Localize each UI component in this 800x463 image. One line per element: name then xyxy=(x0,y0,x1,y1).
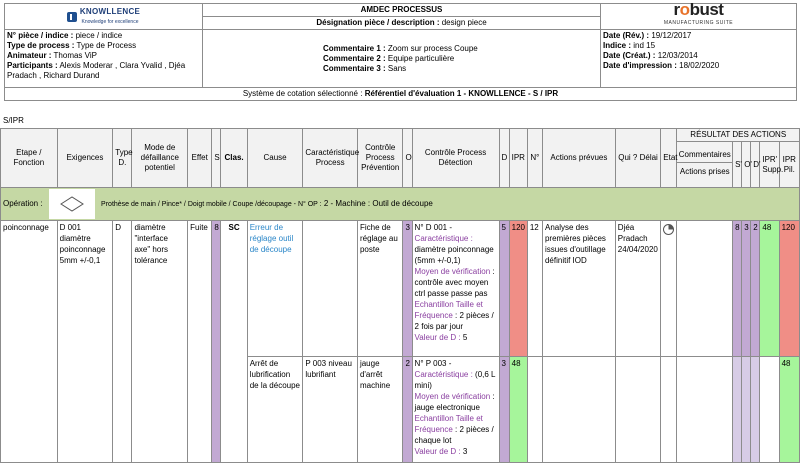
col-commentaires: Commentaires xyxy=(677,148,732,163)
col-actions-prevues: Actions prévues xyxy=(542,129,615,188)
piece-label: N° pièce / indice : xyxy=(7,31,74,40)
indice-value: ind 15 xyxy=(633,41,656,50)
header-table xyxy=(4,0,797,101)
detection-moyen-value: : jauge electronique xyxy=(414,392,495,412)
amdec-grid xyxy=(0,128,800,463)
effet-cell: Fuite xyxy=(188,221,212,463)
col-ipr: IPR xyxy=(509,129,527,188)
commentaire1-value: Zoom sur process Coupe xyxy=(387,43,478,53)
detection-score-cell: 3 xyxy=(499,357,509,463)
operation-cell xyxy=(1,188,800,221)
date-rev-label: Date (Rév.) : xyxy=(603,31,650,40)
exigences-cell: D 001 diamètre poinconnage 5mm +/-0,1 xyxy=(57,221,113,463)
commentaires-cell xyxy=(677,357,733,463)
prevention-cell: Fiche de réglage au poste xyxy=(357,221,403,357)
date-impression-value: 18/02/2020 xyxy=(679,61,720,70)
etat-cell xyxy=(661,357,677,463)
date-rev-value: 19/12/2017 xyxy=(651,31,692,40)
animateur-value: Thomas ViP xyxy=(53,51,97,60)
action-number-cell xyxy=(527,357,542,463)
cause-cell: Erreur de réglage outil de découpe xyxy=(247,221,303,357)
participants-value: Alexis Moderar , Clara Yvalid , Djéa Pradach , Richard Durand xyxy=(7,61,186,80)
col-actions-prises: Actions prises xyxy=(679,167,730,176)
clas-cell: SC xyxy=(221,221,247,463)
col-d: D xyxy=(499,129,509,188)
d-prime-cell: 2 xyxy=(751,221,760,357)
detection-echantillon-value: : 2 pièces / 2 fois par jour xyxy=(414,311,494,331)
o-prime-cell xyxy=(742,357,751,463)
prevention-cell: jauge d'arrêt machine xyxy=(357,357,403,463)
operation-number: 2 xyxy=(323,199,329,209)
detection-valeur-value: 5 xyxy=(462,333,468,342)
detection-id: N° P 003 - xyxy=(414,359,452,368)
detection-score-cell: 5 xyxy=(499,221,509,357)
comments-cell xyxy=(203,30,601,88)
col-ipr-supp: IPR' Supp. xyxy=(760,142,779,188)
detection-echantillon-label: Echantillon Taille et Fréquence xyxy=(414,300,483,320)
date-impression-label: Date d'impression : xyxy=(603,61,677,70)
caracteristique-cell: P 003 niveau lubrifiant xyxy=(303,357,358,463)
operation-path: Prothèse de main / Pince* / Doigt mobile / Coupe /découpage - N° OP : xyxy=(101,201,322,209)
operation-row[interactable] xyxy=(1,188,800,221)
col-d-prime: D' xyxy=(751,142,760,188)
actions-prevues-cell: Analyse des premières pièces issues d'outillage définitif IOD xyxy=(542,221,615,357)
robust-tagline: MANUFACTURING SUITE xyxy=(663,20,734,26)
designation-cell xyxy=(203,17,601,30)
progress-pie-icon xyxy=(663,224,674,235)
detection-car-value: diamètre poinconnage (5mm +/-0,1) xyxy=(414,245,494,265)
commentaire3-value: Sans xyxy=(387,63,407,73)
document-title: AMDEC PROCESSUS xyxy=(360,5,443,14)
detection-moyen-label: Moyen de vérification xyxy=(414,392,491,401)
commentaire2-label: Commentaire 2 : xyxy=(323,53,386,63)
col-caracteristique: Caractéristique Process xyxy=(303,129,358,188)
animateur-label: Animateur : xyxy=(7,51,52,60)
knowllence-tagline: Knowledge for excellence xyxy=(81,18,139,25)
occurrence-cell: 2 xyxy=(403,357,412,463)
col-exigences: Exigences xyxy=(57,129,113,188)
col-o-prime: O' xyxy=(742,142,751,188)
machine-label: - Machine : xyxy=(330,199,371,209)
actions-prevues-cell xyxy=(542,357,615,463)
col-mode: Mode de défaillance potentiel xyxy=(132,129,188,188)
detection-id: N° D 001 - xyxy=(414,223,452,232)
detection-valeur-value: 3 xyxy=(462,447,468,456)
robust-logo xyxy=(601,0,797,30)
date-crea-value: 12/03/2014 xyxy=(657,51,698,60)
qui-delai-cell xyxy=(615,357,661,463)
operation-diagram-icon xyxy=(49,189,95,219)
type-process-value: Type de Process xyxy=(76,41,137,50)
date-crea-label: Date (Créat.) : xyxy=(603,51,656,60)
robust-name: robust xyxy=(673,0,724,19)
col-commentaires-actions xyxy=(677,142,733,188)
col-type-d: Type D. xyxy=(113,129,132,188)
col-n: N° xyxy=(527,129,542,188)
detection-moyen-label: Moyen de vérification xyxy=(414,267,491,276)
participants-label: Participants : xyxy=(7,61,58,70)
etape-cell: poinconnage xyxy=(1,221,58,463)
detection-valeur-label: Valeur de D : xyxy=(414,447,461,456)
type-d-cell: D xyxy=(113,221,132,463)
s-prime-cell: 8 xyxy=(733,221,742,357)
qui-delai-cell: Djéa Pradach 24/04/2020 xyxy=(615,221,661,357)
o-prime-cell: 3 xyxy=(742,221,751,357)
table-row[interactable] xyxy=(1,221,800,357)
commentaire3-label: Commentaire 3 : xyxy=(323,63,386,73)
commentaire2-value: Equipe particulière xyxy=(387,53,455,63)
col-clas: Clas. xyxy=(221,129,247,188)
caracteristique-cell xyxy=(303,221,358,357)
d-prime-cell xyxy=(751,357,760,463)
col-s-prime: S' xyxy=(733,142,742,188)
ipr-cell: 120 xyxy=(509,221,527,357)
etat-cell xyxy=(661,221,677,357)
piece-value: piece / indice xyxy=(75,31,123,40)
machine-value: Outil de découpe xyxy=(372,199,433,209)
operation-label: Opération : xyxy=(3,199,43,209)
col-ipr-pil: IPR Pil. xyxy=(779,142,799,188)
cotation-label: Système de cotation sélectionné : xyxy=(242,89,363,98)
ipr-cell: 48 xyxy=(509,357,527,463)
knowllence-logo xyxy=(5,4,203,30)
col-controle-detection: Contrôle Process Détection xyxy=(412,129,499,188)
col-resultat: RÉSULTAT DES ACTIONS xyxy=(677,129,800,142)
col-etape: Etape / Fonction xyxy=(1,129,58,188)
knowllence-name: KNOWLLENCE xyxy=(79,6,141,16)
detection-valeur-label: Valeur de D : xyxy=(414,333,461,342)
ipr-pil-cell: 120 xyxy=(779,221,799,357)
cotation-value: Référentiel d'évaluation 1 - KNOWLLENCE - S / IPR xyxy=(364,89,559,98)
detection-moyen-value: : contrôle avec moyen ctrl passe passe pas xyxy=(414,267,495,298)
col-qui: Qui ? Délai xyxy=(615,129,661,188)
occurrence-cell: 3 xyxy=(403,221,412,357)
type-process-label: Type de process : xyxy=(7,41,75,50)
col-o: O xyxy=(403,129,412,188)
mode-cell: diamètre "interface axe" hors tolérance xyxy=(132,221,188,463)
ipr-pil-cell: 48 xyxy=(779,357,799,463)
col-cause: Cause xyxy=(247,129,303,188)
col-s: S xyxy=(212,129,221,188)
cause-cell: Arrêt de lubrification de la découpe xyxy=(247,357,303,463)
detection-cell xyxy=(412,221,499,357)
cotation-cell xyxy=(5,88,797,101)
ipr-supp-cell xyxy=(760,357,779,463)
detection-echantillon-label: Echantillon Taille et Fréquence xyxy=(414,414,483,434)
col-controle-prevention: Contrôle Process Prévention xyxy=(357,129,403,188)
dates-cell xyxy=(601,30,797,88)
commentaire1-label: Commentaire 1 : xyxy=(323,43,386,53)
col-effet: Effet xyxy=(188,129,212,188)
detection-car-label: Caractéristique : xyxy=(414,234,473,243)
action-number-cell: 12 xyxy=(527,221,542,357)
designation-label: Désignation pièce / description : xyxy=(316,18,440,27)
detection-echantillon-value: : 2 pièces / chaque lot xyxy=(414,425,494,445)
commentaires-cell xyxy=(677,221,733,357)
detection-cell xyxy=(412,357,499,463)
process-info-cell xyxy=(5,30,203,88)
document-title-cell xyxy=(203,4,601,17)
detection-car-value: (0,6 L mini) xyxy=(414,370,496,390)
severity-cell: 8 xyxy=(212,221,221,463)
designation-value: design piece xyxy=(441,18,487,27)
section-label: S/IPR xyxy=(3,116,24,125)
knowllence-logo-icon xyxy=(67,12,77,22)
indice-label: Indice : xyxy=(603,41,632,50)
ipr-supp-cell: 48 xyxy=(760,221,779,357)
s-prime-cell xyxy=(733,357,742,463)
col-etat: Etat xyxy=(661,129,677,188)
detection-car-label: Caractéristique : xyxy=(414,370,473,379)
